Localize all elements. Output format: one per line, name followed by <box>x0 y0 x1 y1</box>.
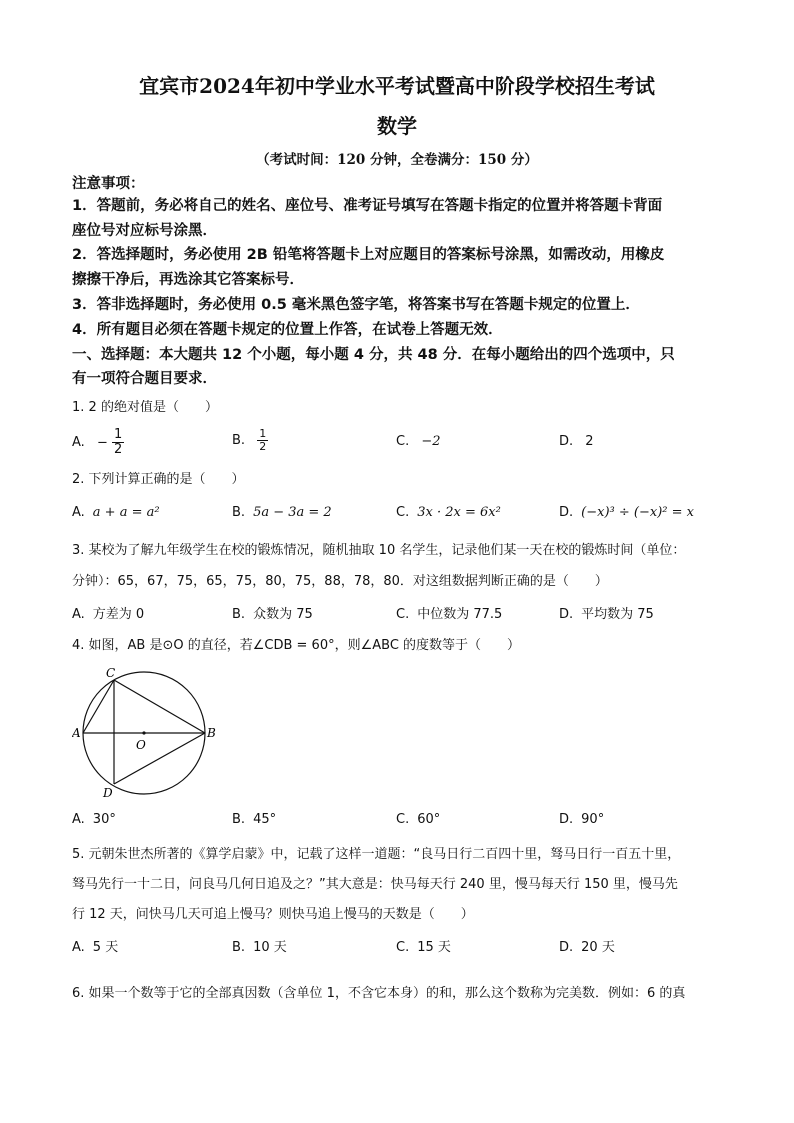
fraction: $\frac{1}{2}$ <box>113 427 123 458</box>
question-4-stem: 4. 如图，AB 是⊙O 的直径，若∠CDB = 60°，则∠ABC 的度数等于（ ） <box>72 638 521 653</box>
notice-line: 2．答选择题时，务必使用 2B 铅笔将答题卡上对应题目的答案标号涂黑，如需改动，用橡皮 <box>72 247 665 263</box>
option-a: A. − $\frac{1}{2}$ <box>72 427 123 458</box>
option-d: D. 90° <box>559 812 605 827</box>
question-3-stem: 分钟）：65，67，75，65，75，80，75，88，78，80．对这组数据判断正确的是（ ） <box>72 574 608 589</box>
option-c: C. 3x · 2x = 6x² <box>396 505 501 520</box>
point-label-c: C <box>106 666 116 680</box>
option-b: B. 众数为 75 <box>232 607 313 622</box>
question-5-options <box>72 936 732 962</box>
option-d: D. (−x)³ ÷ (−x)² = x <box>559 505 694 520</box>
point-label-o: O <box>136 738 146 752</box>
option-d: D. 平均数为 75 <box>559 607 654 622</box>
question-5-stem: 5. 元朝朱世杰所著的《算学启蒙》中，记载了这样一道题：“良马日行二百四十里，驽马日行一百五十里， <box>72 847 681 862</box>
option-a: A. 5 天 <box>72 940 119 955</box>
point-label-b: B <box>207 726 216 740</box>
option-b: B. 10 天 <box>232 940 287 955</box>
notice-line: 4．所有题目必须在答题卡规定的位置上作答，在试卷上答题无效． <box>72 322 503 338</box>
exam-info: （考试时间：120 分钟，全卷满分：150 分） <box>256 152 538 168</box>
option-c: C. 15 天 <box>396 940 451 955</box>
option-a: A. 30° <box>72 812 116 827</box>
question-1-options <box>72 427 732 458</box>
circle-geometry-figure <box>72 664 222 804</box>
option-b: B. $\frac{1}{2}$ <box>232 427 267 454</box>
option-c: C. 60° <box>396 812 441 827</box>
question-5-stem: 驽马先行一十二日，问良马几何日追及之？”其大意是：快马每天行 240 里，慢马每天行 150 里，慢马先 <box>72 877 678 892</box>
question-1-stem: 1. 2 的绝对值是（ ） <box>72 400 218 415</box>
question-6-stem: 6. 如果一个数等于它的全部真因数（含单位 1，不含它本身）的和，那么这个数称为完美数．例如：6 的真 <box>72 986 686 1001</box>
question-5-stem: 行 12 天，问快马几天可追上慢马？则快马追上慢马的天数是（ ） <box>72 907 474 922</box>
fraction: $\frac{1}{2}$ <box>259 427 267 454</box>
question-4-options <box>72 812 732 838</box>
option-a: A. a + a = a² <box>72 505 160 520</box>
option-a: A. 方差为 0 <box>72 607 145 622</box>
point-label-d: D <box>103 786 113 800</box>
question-3-stem: 3. 某校为了解九年级学生在校的锻炼情况，随机抽取 10 名学生，记录他们某一天在校的锻炼时间（单位： <box>72 543 686 558</box>
notice-line: 3．答非选择题时，务必使用 0.5 毫米黑色签字笔，将答案书写在答题卡规定的位置上． <box>72 297 640 313</box>
notice-line: 座位号对应标号涂黑． <box>72 223 217 239</box>
option-b: B. 5a − 3a = 2 <box>232 505 332 520</box>
option-c: C. 中位数为 77.5 <box>396 607 503 622</box>
point-label-a: A <box>72 726 81 740</box>
option-c: C. −2 <box>396 434 441 449</box>
option-d: D. 2 <box>559 434 594 449</box>
notice-line: 擦擦干净后，再选涂其它答案标号． <box>72 272 304 288</box>
question-2-options <box>72 505 732 531</box>
option-d: D. 20 天 <box>559 940 615 955</box>
question-3-options <box>72 603 732 629</box>
notice-line: 1．答题前，务必将自己的姓名、座位号、准考证号填写在答题卡指定的位置并将答题卡背面 <box>72 198 663 214</box>
question-2-stem: 2. 下列计算正确的是（ ） <box>72 472 245 487</box>
option-b: B. 45° <box>232 812 277 827</box>
exam-title: 宜宾市2024年初中学业水平考试暨高中阶段学校招生考试 <box>139 74 655 98</box>
notice-heading: 注意事项： <box>72 176 145 192</box>
section-heading: 有一项符合题目要求． <box>72 371 217 387</box>
subject-title: 数学 <box>377 114 417 138</box>
section-heading: 一、选择题：本大题共 12 个小题，每小题 4 分，共 48 分．在每小题给出的四个选项中，只 <box>72 347 675 363</box>
